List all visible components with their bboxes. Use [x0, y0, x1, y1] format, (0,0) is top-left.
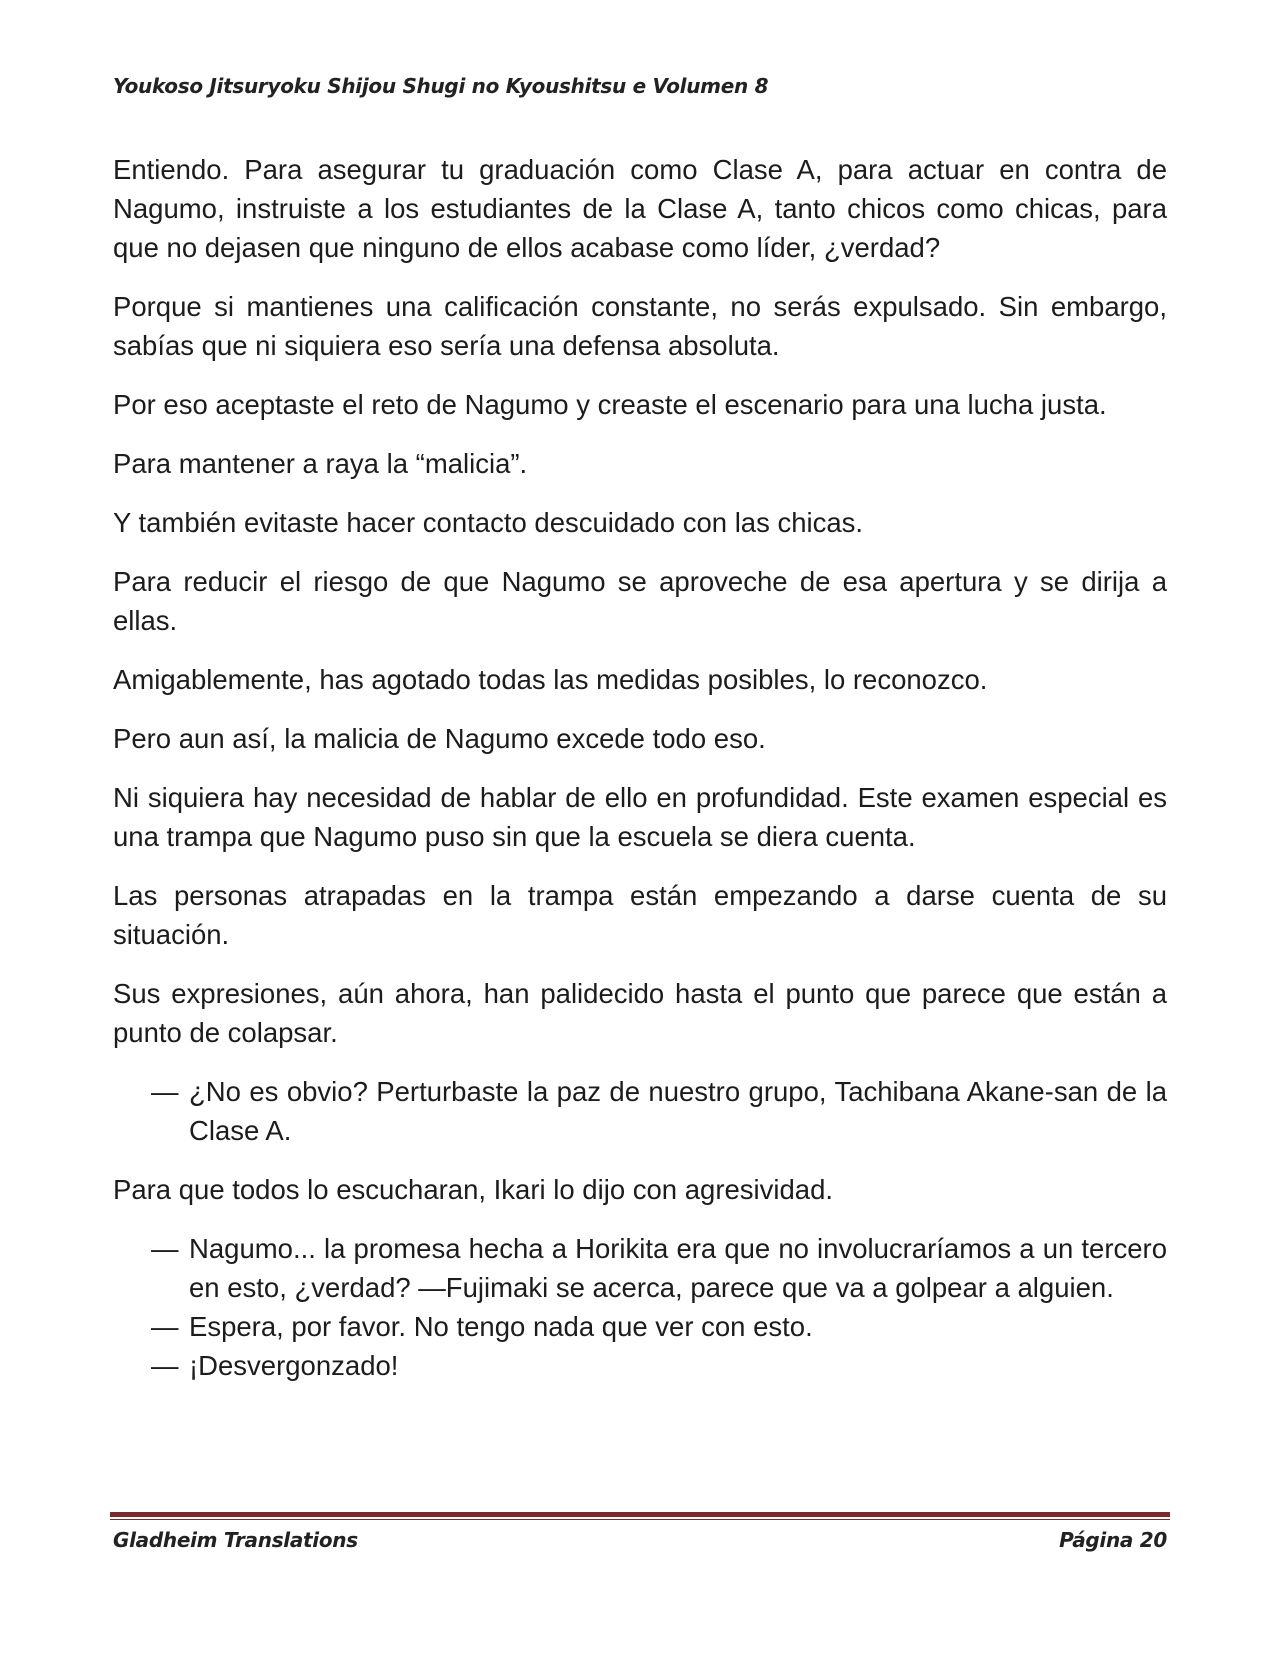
dialogue-dash: —: [151, 1076, 179, 1107]
paragraph: Por eso aceptaste el reto de Nagumo y creaste el escenario para una lucha justa.: [113, 389, 1107, 420]
paragraph: Para mantener a raya la “malicia”.: [113, 448, 528, 479]
footer-rule-thin: [110, 1519, 1170, 1520]
paragraph: Pero aun así, la malicia de Nagumo excede todo eso.: [113, 723, 766, 754]
paragraph: Y también evitaste hacer contacto descuidado con las chicas.: [113, 507, 864, 538]
paragraph: Porque si mantienes una calificación constante, no serás expulsado. Sin embargo, sabías que ni siquiera eso sería una defensa absoluta.: [113, 291, 1167, 361]
dialogue-text: ¡Desvergonzado!: [189, 1350, 399, 1381]
paragraph: Sus expresiones, aún ahora, han palidecido hasta el punto que parece que están a punto de colapsar.: [113, 978, 1167, 1048]
footer-page-number: Página 20: [1059, 1528, 1167, 1552]
body-text: [113, 150, 1167, 1405]
dialogue-block: [151, 1229, 1167, 1385]
dialogue-line: [151, 1229, 1167, 1307]
dialogue-dash: —: [151, 1350, 179, 1381]
paragraph: Para reducir el riesgo de que Nagumo se aproveche de esa apertura y se dirija a ellas.: [113, 566, 1167, 636]
paragraph: Amigablemente, has agotado todas las medidas posibles, lo reconozco.: [113, 664, 988, 695]
dialogue-text: Espera, por favor. No tengo nada que ver con esto.: [189, 1311, 813, 1342]
paragraph: Para que todos lo escucharan, Ikari lo dijo con agresividad.: [113, 1174, 834, 1205]
dialogue-block: [151, 1072, 1167, 1150]
dialogue-dash: —: [151, 1233, 179, 1264]
dialogue-dash: —: [151, 1311, 179, 1342]
dialogue-line: [151, 1307, 1167, 1346]
paragraph: Las personas atrapadas en la trampa están empezando a darse cuenta de su situación.: [113, 880, 1167, 950]
footer-rule-thick: [110, 1512, 1170, 1517]
footer-rule: [110, 1512, 1170, 1520]
footer-publisher: Gladheim Translations: [113, 1528, 358, 1552]
running-header-title: Youkoso Jitsuryoku Shijou Shugi no Kyoushitsu e Volumen 8: [113, 74, 769, 98]
dialogue-text: Nagumo... la promesa hecha a Horikita era que no involucraríamos a un tercero en esto, ¿verdad? —Fujimaki se acerca, parece que va a golpear a alguien.: [189, 1233, 1167, 1303]
dialogue-text: ¿No es obvio? Perturbaste la paz de nuestro grupo, Tachibana Akane-san de la Clase A.: [189, 1076, 1167, 1146]
paragraph: Ni siquiera hay necesidad de hablar de ello en profundidad. Este examen especial es una trampa que Nagumo puso sin que la escuela se diera cuenta.: [113, 782, 1167, 852]
paragraph: Entiendo. Para asegurar tu graduación como Clase A, para actuar en contra de Nagumo, instruiste a los estudiantes de la Clase A, tanto chicos como chicas, para que no dejasen que ninguno de ellos acabase como líder, ¿verdad?: [113, 154, 1167, 263]
dialogue-line: [151, 1072, 1167, 1150]
dialogue-line: [151, 1346, 1167, 1385]
